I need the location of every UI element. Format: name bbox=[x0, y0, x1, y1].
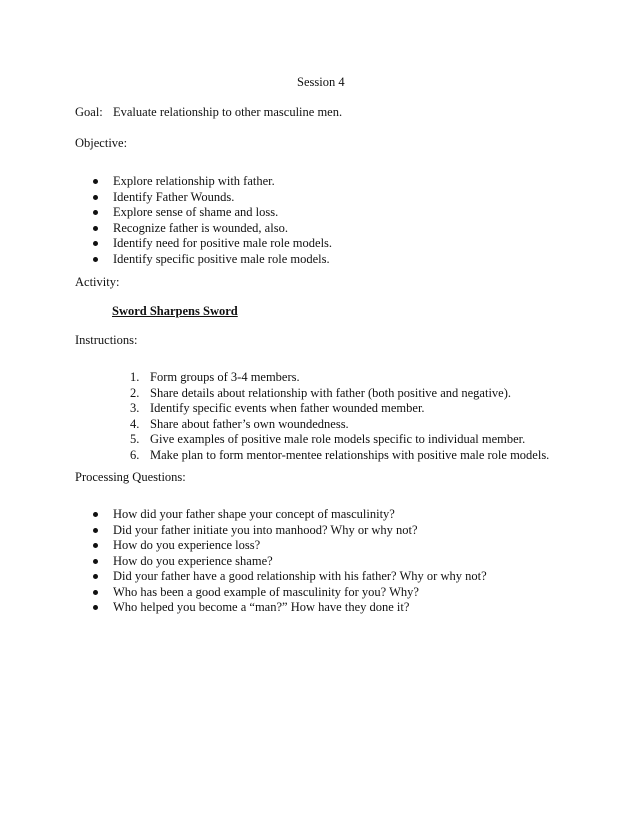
objective-label: Objective: bbox=[75, 136, 128, 150]
bullet-icon bbox=[93, 543, 98, 548]
bullet-icon bbox=[93, 574, 98, 579]
goal-text: Evaluate relationship to other masculine men. bbox=[113, 105, 343, 119]
activity-name: Sword Sharpens Sword bbox=[112, 304, 238, 318]
bullet-icon bbox=[93, 590, 98, 595]
bullet-icon bbox=[93, 605, 98, 610]
bullet-icon bbox=[93, 512, 98, 517]
bullet-icon bbox=[93, 528, 98, 533]
document-page: Session 4 Goal: Evaluate relationship to other masculine men. Objective: Explore relationship with father. Identify Father Wounds. Explore sense of shame and loss. Recognize father is wounded, also. Identify need for positive male role models. Identify specific positive male role models. Activity: Sword Sharpens Sword Instructions: 1. Form groups of 3-4 members. 2. Share details about relationship with father (both positive and negative). 3. Identify specific events when father wounded member. 4. Share about father’s own woundedness. 5. Give examples of positive male role models specific to individual member. 6. Make plan to form mentor-mentee relationships with positive male role models. Processing Questions: How did your father shape your concept of masculinity? Did your father initiate you into manhood? Why or why not? How do you experience loss? How do you experience shame? Did your father have a good relationship with his father? Why or why not? Who has been a good example of masculinity for you? Why? Who helped you become a “man?” How have they done it? bbox=[75, 75, 550, 614]
instructions-label: Instructions: bbox=[75, 333, 138, 347]
activity-label: Activity: bbox=[75, 275, 120, 289]
bullet-icon bbox=[93, 241, 98, 246]
session-title: Session 4 bbox=[297, 75, 345, 89]
goal-row bbox=[75, 105, 342, 120]
bullet-icon bbox=[93, 226, 98, 231]
bullet-icon bbox=[93, 179, 98, 184]
goal-label: Goal: bbox=[75, 105, 103, 119]
bullet-icon bbox=[93, 195, 98, 200]
processing-label: Processing Questions: bbox=[75, 470, 186, 484]
bullet-icon bbox=[93, 257, 98, 262]
bullet-icon bbox=[93, 559, 98, 564]
bullet-icon bbox=[93, 210, 98, 215]
